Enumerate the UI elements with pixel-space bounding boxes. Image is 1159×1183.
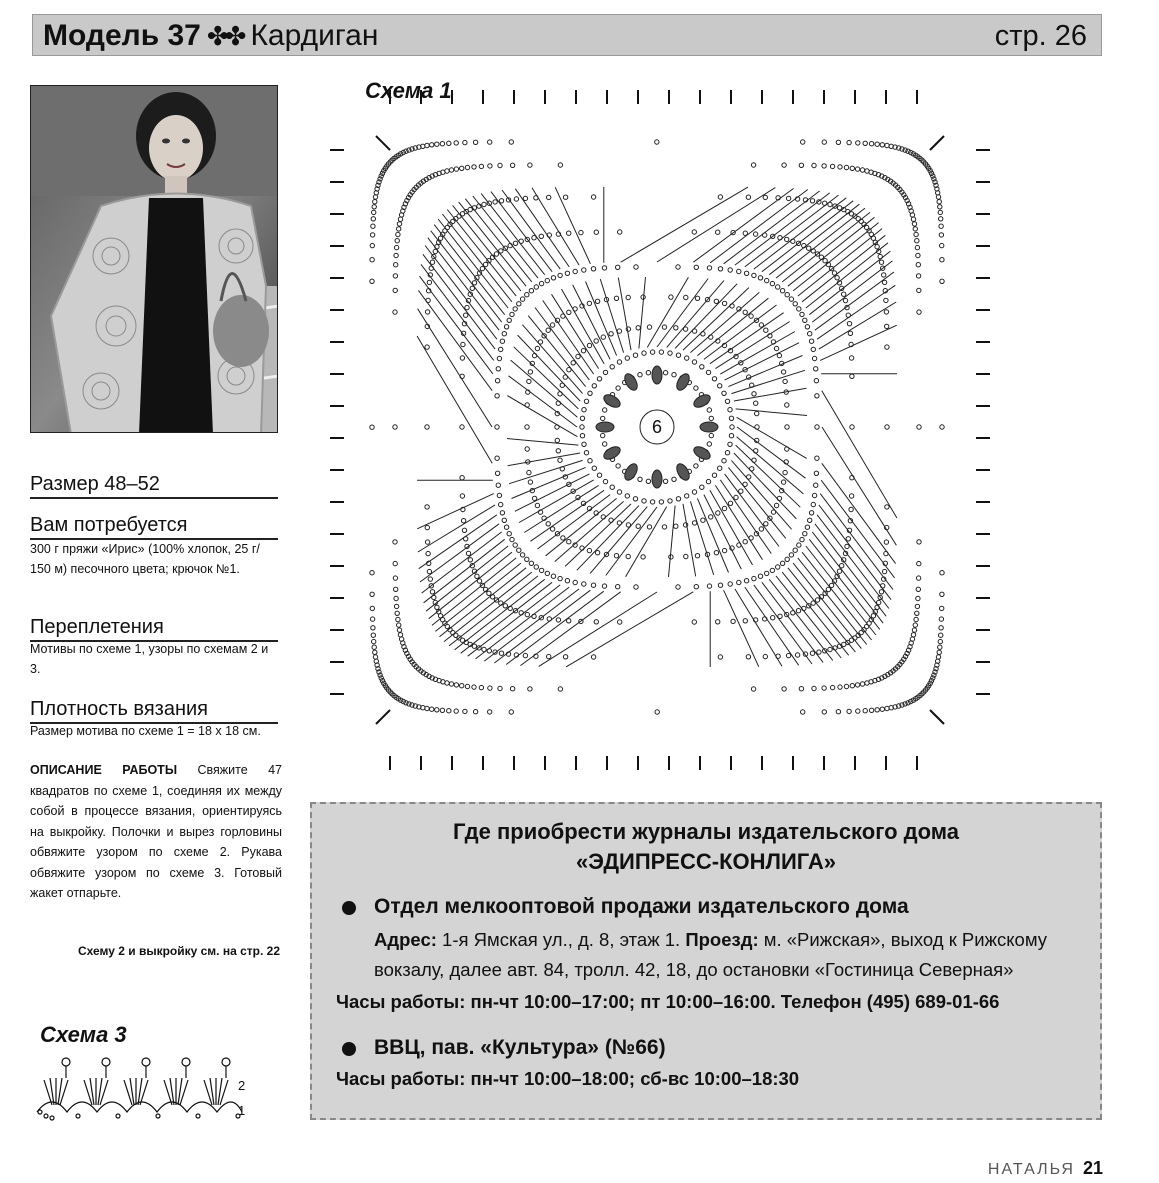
scheme3-row2: 2	[238, 1078, 246, 1093]
bullet-icon	[342, 1042, 356, 1056]
stitches-text: Мотивы по схеме 1, узоры по схемам 2 и 3.	[30, 642, 269, 676]
model-number: Модель 37	[43, 19, 201, 52]
page-number: 21	[1082, 1158, 1103, 1178]
bullet-icon	[342, 901, 356, 915]
stitches-heading: Переплетения	[30, 615, 278, 642]
info-box	[310, 802, 1102, 1120]
scheme1-center-number: 6	[651, 417, 662, 437]
model-photo	[30, 85, 278, 433]
dept-heading: Отдел мелкооптовой продажи издательского дома	[374, 895, 909, 918]
magazine-name: НАТАЛЬЯ	[987, 1161, 1075, 1178]
see-note: Схему 2 и выкройку см. на стр. 22	[77, 944, 280, 958]
address-line	[374, 928, 1047, 952]
route-label: Проезд:	[685, 929, 759, 950]
work-description	[30, 760, 282, 904]
route-text: м. «Рижская», выход к Рижскому	[763, 929, 1047, 950]
header-bar	[32, 14, 1102, 56]
scheme1-diagram	[330, 90, 990, 770]
materials-heading: Вам потребуется	[30, 513, 278, 540]
vvc-heading: ВВЦ, пав. «Культура» (№66)	[374, 1036, 666, 1059]
scheme3-diagram	[32, 1050, 262, 1130]
address-label: Адрес:	[374, 929, 437, 950]
route-text-2: вокзалу, далее авт. 84, тролл. 42, 18, до остановки «Гостиница Северная»	[374, 959, 1014, 980]
gauge-heading: Плотность вязания	[30, 697, 278, 724]
page-reference: стр. 26	[994, 20, 1087, 52]
hours-line-1: Часы работы: пн-чт 10:00–17:00; пт 10:00–16:00. Телефон (495) 689-01-66	[336, 991, 1000, 1012]
scheme1-label: Схема 1	[365, 78, 452, 103]
hours-line-2: Часы работы: пн-чт 10:00–18:00; сб-вс 10:00–18:30	[336, 1068, 800, 1089]
garment-title: Кардиган	[250, 19, 379, 52]
info-title-line2: «ЭДИПРЕСС-КОНЛИГА»	[576, 849, 836, 874]
description-label: ОПИСАНИЕ РАБОТЫ	[30, 763, 178, 777]
scheme3-label: Схема 3	[40, 1022, 127, 1047]
info-title-line1: Где приобрести журналы издательского дома	[453, 819, 959, 844]
header-title	[43, 18, 378, 54]
description-text: Свяжите 47 квадратов по схеме 1, соединяя их между собой в процессе вязания, ориентируясь на выкройку. Полочки и вырез горловины обвяжите узором по схеме 2. Рукава обвяжите узором по схеме 3. Готовый жакет отпарьте.	[30, 763, 282, 900]
address-text: 1-я Ямская ул., д. 8, этаж 1.	[442, 929, 681, 950]
footer	[988, 1158, 1103, 1179]
materials-text: 300 г пряжи «Ирис» (100% хлопок, 25 г/ 150 м) песочного цвета; крючок №1.	[30, 542, 260, 576]
scheme3-row1: 1	[238, 1103, 246, 1118]
gauge-text: Размер мотива по схеме 1 = 18 х 18 см.	[30, 724, 261, 738]
ornament-icon: ✤✤	[206, 21, 243, 51]
size-heading: Размер 48–52	[30, 472, 278, 499]
